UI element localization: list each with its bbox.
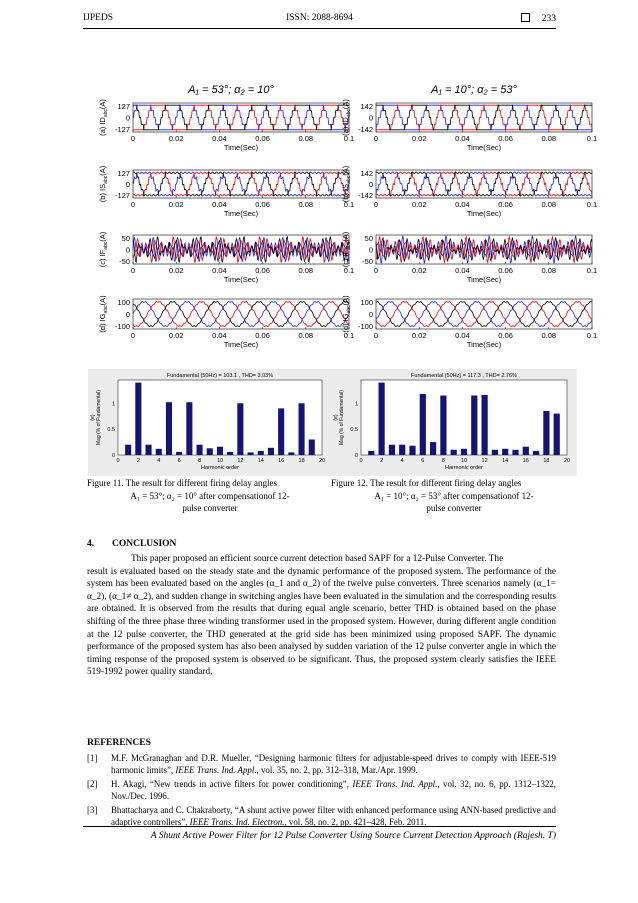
harmonic-bar — [197, 445, 203, 455]
x-tick-label: 0.06 — [255, 200, 270, 209]
reference-item — [87, 752, 556, 777]
fig11-caption-line1: Figure 11. The result for different firing delay angles — [87, 478, 278, 488]
y-tick-label: 0 — [125, 113, 130, 123]
harmonic-bar — [379, 383, 385, 455]
y-tick-label: 0 — [368, 245, 373, 255]
issn: ISSN: 2088-8694 — [286, 13, 353, 23]
harmonic-bar-chart-1 — [331, 369, 577, 476]
bar-x-tick-label: 12 — [237, 458, 244, 464]
x-tick-label: 0 — [373, 200, 379, 209]
x-tick-label: 0.04 — [212, 200, 227, 209]
section-title: CONCLUSION — [112, 539, 177, 549]
conclusion-heading — [87, 539, 176, 549]
x-tick-label: 0.06 — [255, 266, 270, 275]
section-number: 4. — [87, 539, 95, 549]
x-tick-label: 0.08 — [541, 200, 557, 209]
harmonic-bar — [237, 403, 243, 455]
reference-number: [3] — [87, 804, 98, 815]
harmonic-bar — [227, 452, 233, 455]
y-tick-label: 50 — [121, 234, 130, 243]
harmonic-bar — [248, 452, 254, 455]
x-tick-label: 0.1 — [586, 331, 598, 340]
x-tick-label: 0.04 — [212, 134, 227, 143]
harmonic-bar — [258, 451, 264, 455]
x-axis-label: Time(Sec) — [466, 209, 502, 218]
bar-x-tick-label: 16 — [278, 458, 285, 464]
y-axis-label: (b) $IS_{abc}(A)$ — [98, 165, 109, 203]
x-tick-label: 0.02 — [411, 266, 427, 275]
x-axis-label: Time(Sec) — [223, 143, 259, 152]
bar-x-tick-label: 0 — [116, 458, 120, 464]
bar-x-tick-label: 6 — [421, 458, 425, 464]
y-axis-label: (c) $IF_{abc}(A)$ — [98, 231, 109, 268]
harmonic-bar — [309, 440, 315, 456]
harmonic-bar — [533, 451, 539, 455]
harmonic-bar — [207, 448, 213, 455]
harmonic-bar — [409, 446, 415, 455]
bar-y-axis-label: Mag (% of Fundamental) — [339, 389, 345, 446]
bar-x-tick-label: 2 — [136, 458, 140, 464]
harmonic-bar — [186, 402, 192, 455]
x-tick-label: 0.04 — [212, 266, 227, 275]
chart-title: Fundamental (50Hz) = 103.1 , THD= 3.03% — [166, 373, 274, 379]
x-tick-label: 0.02 — [168, 331, 184, 340]
x-tick-label: 0 — [130, 134, 136, 143]
harmonic-bar — [440, 396, 446, 456]
harmonic-bar — [482, 395, 488, 455]
x-tick-label: 0 — [130, 200, 136, 209]
harmonic-bar — [512, 450, 518, 455]
reference-item — [87, 804, 556, 829]
fig12-caption-line2: A₁ = 10°; α₂ = 53° after compensationof 12- — [374, 490, 534, 501]
bar-y-axis-tag: (e) — [90, 414, 96, 421]
y-tick-label: 100 — [117, 298, 130, 307]
x-tick-label: 0.08 — [298, 134, 314, 143]
footer-rule — [83, 826, 556, 827]
fig12-caption-line3: pulse converter — [426, 503, 482, 513]
x-tick-label: 0.1 — [343, 266, 355, 275]
x-tick-label: 0.08 — [298, 331, 314, 340]
x-tick-label: 0.1 — [586, 200, 598, 209]
x-tick-label: 0.02 — [411, 331, 427, 340]
bar-x-tick-label: 4 — [400, 458, 404, 464]
y-tick-label: -142 — [357, 125, 373, 134]
bar-x-tick-label: 14 — [257, 458, 264, 464]
harmonic-bar — [420, 394, 426, 455]
x-tick-label: 0.02 — [411, 200, 427, 209]
x-tick-label: 0 — [373, 266, 379, 275]
x-tick-label: 0.04 — [212, 331, 227, 340]
harmonic-bar — [176, 452, 182, 455]
harmonic-bar — [492, 450, 498, 455]
harmonic-bar — [523, 447, 529, 455]
reference-journal: IEEE Trans. Ind. Appl. — [352, 778, 438, 789]
y-tick-label: -100 — [357, 322, 373, 331]
harmonic-bar — [368, 451, 374, 455]
reference-journal: IEEE Trans. Ind. Electron. — [189, 817, 285, 828]
bar-y-axis-tag: (e) — [333, 414, 339, 421]
reference-number: [2] — [87, 778, 98, 789]
y-axis-label: (d) $IG_{abc}(A)$ — [98, 295, 109, 333]
harmonic-bar — [288, 452, 294, 455]
reference-journal: IEEE Trans. Ind. Appl. — [175, 765, 257, 776]
y-tick-label: -142 — [357, 191, 373, 200]
x-tick-label: 0.08 — [541, 134, 557, 143]
x-tick-label: 0.04 — [455, 134, 470, 143]
harmonic-bar — [125, 445, 131, 455]
journal-name: IJPEDS — [83, 13, 114, 23]
chart-axes — [361, 380, 567, 455]
footer-author: (Rajesh. T) — [513, 831, 556, 841]
x-tick-label: 0 — [130, 331, 136, 340]
y-tick-label: 100 — [360, 298, 373, 307]
x-axis-label: Time(Sec) — [223, 209, 259, 218]
bar-x-tick-label: 8 — [198, 458, 202, 464]
reference-text: H. Akagi, “New trends in active filters for power conditioning”, — [111, 778, 353, 789]
bar-y-axis-label: Mag (% of Fundamental) — [96, 389, 102, 446]
references-list — [87, 752, 556, 829]
harmonic-bar — [471, 396, 477, 456]
x-tick-label: 0.02 — [411, 134, 427, 143]
x-tick-label: 0 — [373, 134, 379, 143]
y-tick-label: -127 — [114, 191, 130, 200]
harmonic-bar — [461, 449, 467, 455]
x-tick-label: 0.02 — [168, 134, 184, 143]
y-tick-label: 0 — [368, 180, 373, 189]
bar-x-tick-label: 4 — [157, 458, 161, 464]
bar-x-tick-label: 12 — [481, 458, 488, 464]
bar-y-tick-label: 0 — [354, 453, 358, 459]
waveform-panel-2-1 — [376, 235, 592, 264]
y-axis-label: (d) $IG_{abc}(A)$ — [341, 295, 352, 333]
figure-12-caption — [331, 477, 577, 515]
harmonic-bar — [299, 403, 305, 455]
reference-details: , vol. 35, no. 2, pp. 312–318, Mar./Apr. 1999. — [256, 765, 418, 776]
footer-title: A Shunt Active Power Filter for 12 Pulse Converter Using Source Current Detection Approach — [150, 831, 512, 841]
x-tick-label: 0.04 — [455, 331, 470, 340]
harmonic-bar — [502, 449, 508, 455]
fig12-caption-line1: Figure 12. The result for different firing delay angles — [331, 478, 522, 488]
x-axis-label: Time(Sec) — [223, 340, 259, 349]
reference-text: Bhattacharya and C. Chakraborty, “A shunt active power filter with enhanced performance using ANN-based predictive and adaptive controllers”, — [111, 804, 556, 828]
reference-item — [87, 778, 556, 803]
y-tick-label: 0 — [125, 180, 130, 189]
harmonic-bar — [554, 414, 560, 455]
y-tick-label: 127 — [117, 169, 130, 178]
harmonic-bar — [156, 449, 162, 455]
harmonic-bar — [543, 411, 549, 455]
y-axis-label: (a) $ID_{abc}(A)$ — [98, 99, 109, 136]
x-tick-label: 0 — [373, 331, 379, 340]
waveform-panel-3-0 — [133, 299, 349, 329]
y-tick-label: 50 — [364, 234, 373, 243]
y-axis-label: (c) $IF_{abc}(A)$ — [341, 231, 352, 268]
bar-x-tick-label: 0 — [359, 458, 363, 464]
x-tick-label: 0.1 — [343, 134, 355, 143]
fig11-caption-line3: pulse converter — [182, 503, 238, 513]
left-figure-title: A₁ = 53°; α₂ = 10° — [188, 84, 274, 96]
y-tick-label: -127 — [114, 125, 130, 134]
y-tick-label: 0 — [125, 245, 130, 255]
x-tick-label: 0.06 — [498, 331, 513, 340]
waveform-panel-0-0 — [133, 103, 349, 132]
fig11-caption-line2: A₁ = 53°; α₂ = 10° after compensationof 12- — [130, 490, 290, 501]
y-tick-label: 0 — [368, 310, 373, 319]
x-tick-label: 0.08 — [298, 266, 314, 275]
y-tick-label: 142 — [360, 169, 373, 178]
y-tick-label: 142 — [360, 102, 373, 111]
harmonic-bar — [268, 448, 274, 455]
harmonic-bar — [217, 447, 223, 455]
x-tick-label: 0 — [130, 266, 136, 275]
y-axis-label: (b) $IS_{abc}(A)$ — [341, 165, 352, 203]
x-tick-label: 0.06 — [498, 200, 513, 209]
harmonic-bar — [451, 450, 457, 455]
reference-details: , vol. 32, no. 6, pp. 1312–1322, Nov./Dec. 1996. — [111, 778, 556, 802]
bar-y-tick-label: 1 — [354, 401, 358, 408]
bar-x-tick-label: 2 — [380, 458, 384, 464]
bar-x-tick-label: 10 — [460, 458, 468, 464]
y-tick-label: 0 — [125, 310, 130, 319]
reference-number: [1] — [87, 753, 98, 763]
bar-x-tick-label: 6 — [177, 458, 181, 464]
bar-x-tick-label: 20 — [563, 458, 571, 464]
reference-text: M.F. McGranaghan and D.R. Mueller, “Designing harmonic filters for adjustable-speed drives to comply with IEEE-519 harmonic limits”, — [111, 753, 556, 776]
bar-x-tick-label: 18 — [298, 458, 305, 464]
harmonic-bar-chart-0 — [88, 369, 332, 476]
running-footer — [87, 831, 556, 841]
page-number: 233 — [541, 14, 556, 24]
conclusion-first-line: This paper proposed an efficient source current detection based SAPF for a 12-Pulse Converter. The — [131, 554, 504, 564]
x-tick-label: 0.06 — [498, 134, 513, 143]
harmonic-bar — [399, 445, 405, 455]
bar-x-tick-label: 18 — [543, 458, 550, 464]
bar-y-tick-label: 0.5 — [107, 427, 115, 434]
harmonic-bar — [430, 442, 436, 455]
harmonic-bar — [389, 445, 395, 455]
x-tick-label: 0.02 — [168, 266, 184, 275]
waveform-panel-1-1 — [376, 170, 592, 198]
bar-x-tick-label: 14 — [502, 458, 509, 464]
bar-y-tick-label: 1 — [111, 401, 115, 408]
bar-x-tick-label: 8 — [441, 458, 445, 464]
y-tick-label: -50 — [119, 257, 130, 266]
bar-x-axis-label: Harmonic order — [445, 465, 483, 471]
bar-y-tick-label: 0 — [111, 453, 115, 459]
harmonic-bar — [135, 383, 141, 455]
waveform-panel-3-1 — [376, 299, 592, 329]
references-heading: REFERENCES — [87, 738, 151, 748]
reference-details: , vol. 58, no. 2, pp. 421–428, Feb. 2011. — [284, 817, 427, 828]
x-tick-label: 0.02 — [168, 200, 184, 209]
x-tick-label: 0.06 — [255, 134, 270, 143]
y-tick-label: 0 — [368, 113, 373, 123]
x-tick-label: 0.08 — [298, 200, 314, 209]
bar-y-tick-label: 0.5 — [350, 427, 358, 434]
y-tick-label: -50 — [362, 257, 373, 266]
x-tick-label: 0.1 — [343, 200, 355, 209]
x-axis-label: Time(Sec) — [466, 275, 502, 284]
y-tick-label: 127 — [117, 102, 130, 111]
x-axis-label: Time(Sec) — [466, 143, 502, 152]
harmonic-bar — [146, 445, 152, 455]
x-tick-label: 0.04 — [455, 200, 470, 209]
x-tick-label: 0.08 — [541, 266, 557, 275]
x-tick-label: 0.08 — [541, 331, 557, 340]
conclusion-paragraph — [87, 553, 556, 679]
x-tick-label: 0.06 — [498, 266, 513, 275]
bar-x-tick-label: 20 — [318, 458, 326, 464]
right-figure-title: A₁ = 10°; α₂ = 53° — [431, 84, 517, 96]
bar-x-axis-label: Harmonic order — [201, 465, 239, 471]
y-tick-label: -100 — [114, 322, 130, 331]
bar-x-tick-label: 16 — [522, 458, 529, 464]
chart-axes — [118, 380, 322, 455]
bar-x-tick-label: 10 — [216, 458, 224, 464]
x-axis-label: Time(Sec) — [466, 340, 502, 349]
conclusion-body: result is evaluated based on the steady state and the dynamic performance of the proposed system. The performance of the system has been evaluated based on the angles (α_1 and α_2) of the twelve pulse converters. Three scenarios namely (α_1= α_2), (α_1≠ α_2), and sudden change in switching angles have been evaluated in the simulation and the corresponding results are obtained. It is observed from the results that during equal angle scenario, better THD is obtained based on the phase shifting of the three phase three winding transformer used in the proposed system. However, during different angle condition at the 12 pulse converter, the THD generated at the grid side has been minimized using proposed SAPF. The dynamic performance of the proposed system has also been analysed by sudden variation of the 12 pulse converter angle in which the timing response of the proposed system is observed to be significant. Thus, the proposed system clearly satisfies the IEEE 519-1992 power quality standard. — [87, 566, 556, 678]
x-tick-label: 0.1 — [586, 266, 598, 275]
waveform-panel-2-0 — [133, 235, 349, 264]
harmonic-bar — [278, 408, 284, 455]
chart-title: Fundamental (50Hz) = 117.3 , THD= 2.76% — [411, 373, 517, 379]
y-axis-label: (a) $ID_{abc}(A)$ — [341, 99, 352, 136]
x-tick-label: 0.06 — [255, 331, 270, 340]
x-axis-label: Time(Sec) — [223, 275, 259, 284]
x-tick-label: 0.1 — [343, 331, 355, 340]
waveform-panel-1-0 — [133, 170, 349, 198]
figure-11-caption — [87, 477, 333, 515]
x-tick-label: 0.04 — [455, 266, 470, 275]
waveform-panel-0-1 — [376, 103, 592, 132]
x-tick-label: 0.1 — [586, 134, 598, 143]
harmonic-bar — [166, 402, 172, 455]
